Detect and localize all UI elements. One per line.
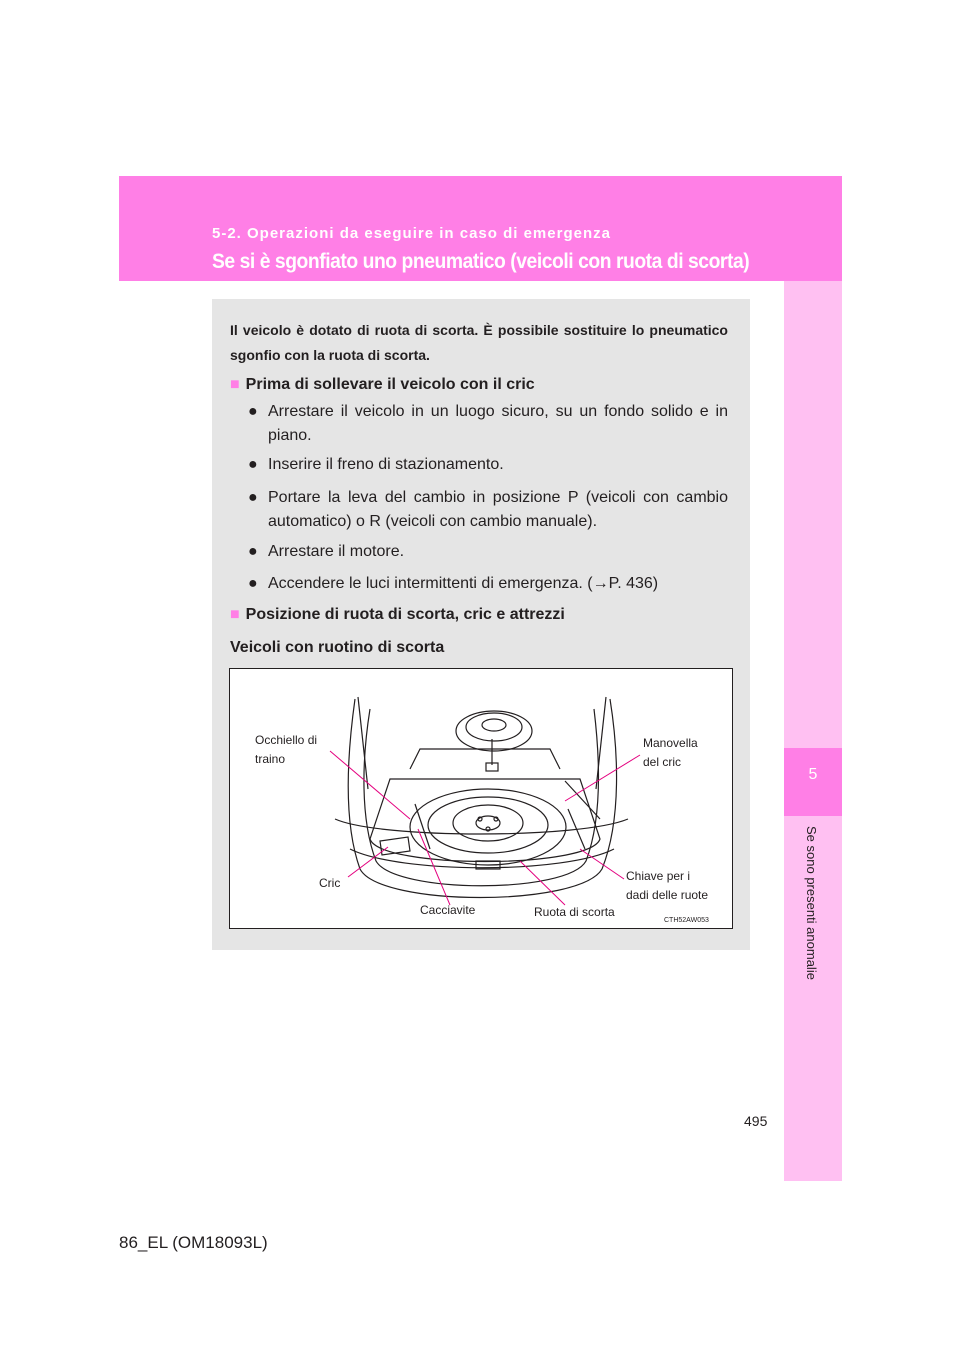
bullet-text: Arrestare il motore. — [268, 543, 405, 560]
heading-text: Prima di sollevare il veicolo con il cric — [245, 376, 535, 393]
bullet-item — [248, 486, 728, 534]
bullet-text: Accendere le luci intermittenti di emergenza. (→P. 436) — [268, 575, 659, 592]
label-spare-wheel: Ruota di scorta — [534, 905, 615, 919]
bullet-dot-icon: ● — [248, 543, 258, 560]
trunk-illustration — [229, 668, 733, 929]
bullet-item — [248, 540, 728, 564]
label-wheel-wrench: Chiave per i dadi delle ruote — [626, 869, 709, 902]
bullet-item — [248, 453, 728, 477]
heading-text: Posizione di ruota di scorta, cric e attrezzi — [245, 606, 565, 623]
bullet-text: Inserire il freno di stazionamento. — [268, 456, 504, 473]
heading-spare-location — [230, 606, 565, 624]
bullet-dot-icon: ● — [248, 403, 258, 420]
chapter-label: Se sono presenti anomalie — [804, 826, 819, 980]
label-screwdriver: Cacciavite — [420, 903, 476, 917]
square-marker-icon: ■ — [230, 606, 240, 623]
bullet-text: Arrestare il veicolo in un luogo sicuro, su un fondo solido e in piano. — [268, 403, 728, 444]
page-title: Se si è sgonfiato uno pneumatico (veicoli con ruota di scorta) — [212, 250, 750, 273]
footer-code: 86_EL (OM18093L) — [119, 1233, 268, 1252]
figure-code: CTH52AW053 — [664, 917, 709, 924]
label-jack-handle: Manovella del cric — [643, 736, 698, 769]
intro-text: Il veicolo è dotato di ruota di scorta. È possibile sostituire lo pneumatico sgonfio con la ruota di scorta. — [230, 322, 728, 363]
chapter-number: 5 — [808, 766, 818, 783]
bullet-dot-icon: ● — [248, 456, 258, 473]
bullet-dot-icon: ● — [248, 575, 258, 592]
heading-before-lifting — [230, 376, 535, 394]
page-number: 495 — [744, 1113, 768, 1129]
subheading: Veicoli con ruotino di scorta — [230, 639, 445, 656]
label-tow-eye: Occhiello di traino — [255, 733, 318, 766]
label-jack: Cric — [319, 876, 341, 890]
bullet-dot-icon: ● — [248, 489, 258, 506]
bullet-text: Portare la leva del cambio in posizione P (veicoli con cambio automatico) o R (veicoli con cambio manuale). — [268, 489, 728, 530]
bullet-item — [248, 400, 728, 448]
side-tab-strip — [784, 281, 842, 1181]
square-marker-icon: ■ — [230, 376, 240, 393]
section-title: 5-2. Operazioni da eseguire in caso di emergenza — [212, 225, 611, 242]
bullet-item — [248, 572, 728, 596]
